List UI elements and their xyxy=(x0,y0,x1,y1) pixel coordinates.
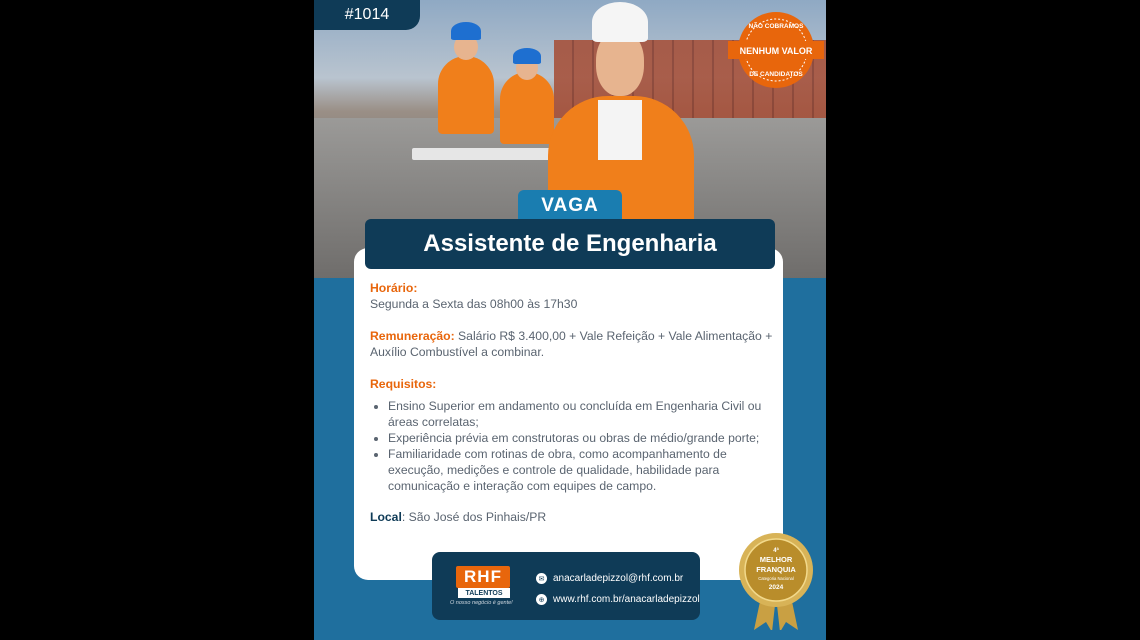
worker-left-helmet xyxy=(451,22,481,40)
globe-icon: ⊕ xyxy=(536,594,547,605)
worker-left xyxy=(438,56,494,134)
horario-label: Horário: xyxy=(370,281,418,295)
medal-year: 2024 xyxy=(768,584,784,591)
plans-table xyxy=(412,148,552,160)
job-id-tag: #1014 xyxy=(314,0,420,30)
no-fee-seal xyxy=(728,10,824,90)
remuneracao-text: Salário R$ 3.400,00 + Vale Refeição + Vale Alimentação + Auxílio Combustível a combinar. xyxy=(370,329,773,359)
worker-woman-helmet xyxy=(592,2,648,42)
medal-line3: Categoria Nacional xyxy=(758,576,794,581)
rhf-logo-subtitle: TALENTOS xyxy=(458,588,510,598)
seal-bottom-text: DE CANDIDATOS xyxy=(749,71,803,78)
job-poster xyxy=(314,0,826,640)
franchise-award-medal xyxy=(736,530,816,630)
job-title: Assistente de Engenharia xyxy=(365,219,775,269)
medal-rank: 4ª xyxy=(773,548,779,554)
contact-footer xyxy=(432,552,700,620)
list-item: • Experiência prévia em construtoras ou obras de médio/grande porte; xyxy=(388,430,780,446)
requisitos-list xyxy=(370,398,780,494)
website-text[interactable]: www.rhf.com.br/anacarladepizzol xyxy=(553,594,700,605)
medal-line2: FRANQUIA xyxy=(756,565,796,574)
worker-mid-helmet xyxy=(513,48,541,64)
rhf-logo: RHF xyxy=(456,566,510,588)
envelope-icon: ✉ xyxy=(536,573,547,584)
email-text[interactable]: anacarladepizzol@rhf.com.br xyxy=(553,573,684,584)
seal-middle-text: NENHUM VALOR xyxy=(739,46,813,56)
remuneracao-label: Remuneração: xyxy=(370,329,455,343)
list-item: • Ensino Superior em andamento ou concluída em Engenharia Civil ou áreas correlatas; xyxy=(388,398,780,430)
local-label: Local xyxy=(370,510,402,524)
list-item: • Familiaridade com rotinas de obra, como acompanhamento de execução, medições e controle de qualidade, habilidade para comunicação e interação com equipes de campo. xyxy=(388,446,780,494)
email-contact[interactable] xyxy=(536,573,683,584)
horario-text: Segunda a Sexta das 08h00 às 17h30 xyxy=(370,297,578,311)
rhf-slogan: O nosso negócio é gente! xyxy=(450,600,513,606)
website-contact[interactable] xyxy=(536,594,700,605)
worker-mid xyxy=(500,72,554,144)
seal-top-text: NÃO COBRAMOS xyxy=(748,23,804,30)
job-details xyxy=(370,280,780,525)
vaga-label: VAGA xyxy=(518,190,622,222)
local-text: : São José dos Pinhais/PR xyxy=(401,510,547,524)
medal-line1: MELHOR xyxy=(759,555,793,564)
worker-woman-shirt xyxy=(598,100,642,160)
requisitos-label: Requisitos: xyxy=(370,377,437,391)
